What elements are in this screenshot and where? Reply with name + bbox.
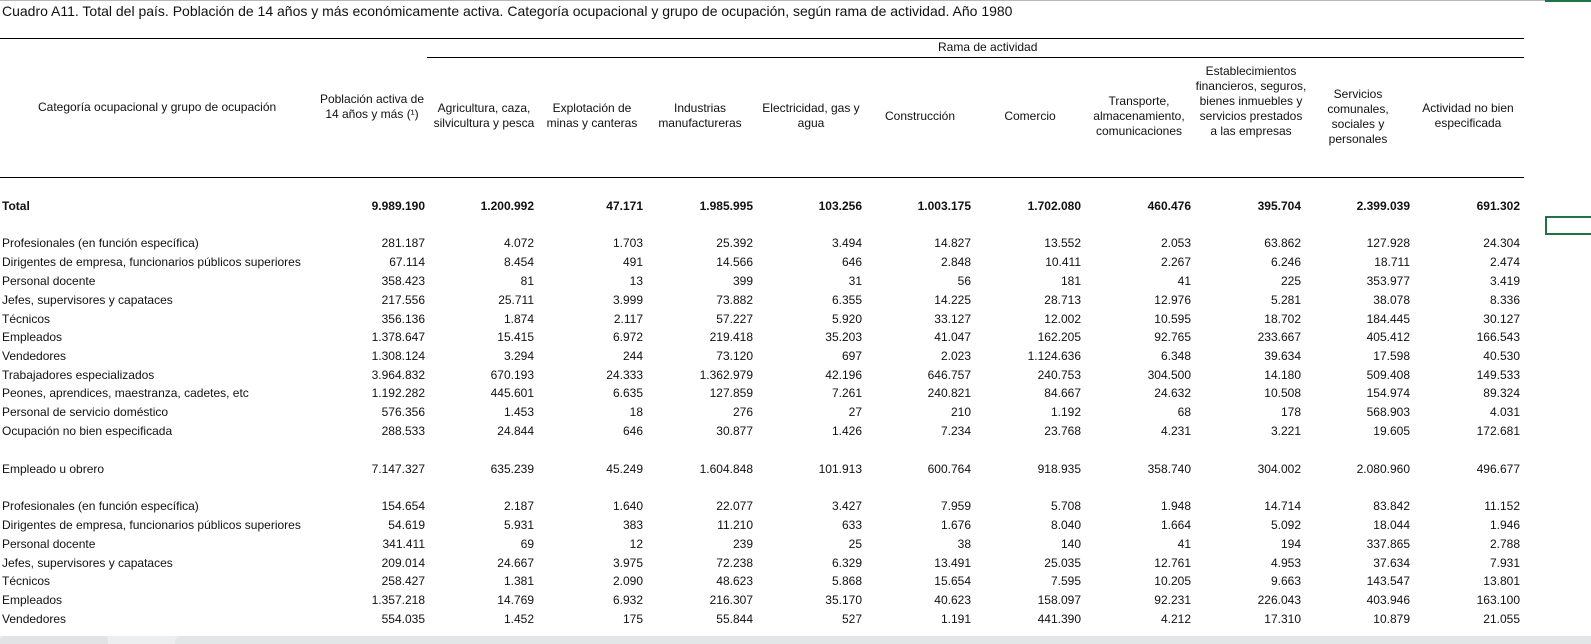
table-cell[interactable]: 7.234 <box>940 424 971 438</box>
table-cell[interactable]: 576.356 <box>381 405 425 419</box>
table-cell[interactable]: 47.171 <box>606 199 643 213</box>
table-cell[interactable]: 18.711 <box>1374 255 1410 269</box>
table-cell[interactable]: 14.566 <box>716 255 753 269</box>
table-cell[interactable]: 1.640 <box>612 499 643 513</box>
table-cell[interactable]: 288.533 <box>381 424 425 438</box>
table-cell[interactable]: 337.865 <box>1366 537 1410 551</box>
row-label[interactable]: Personal de servicio doméstico <box>2 405 169 419</box>
table-cell[interactable]: 10.595 <box>1154 312 1191 326</box>
row-label[interactable]: Profesionales (en función específica) <box>2 236 199 250</box>
table-cell[interactable]: 35.170 <box>825 593 862 607</box>
table-cell[interactable]: 31 <box>848 274 862 288</box>
table-cell[interactable]: 2.788 <box>1489 537 1520 551</box>
header-row-label: Categoría ocupacional y grupo de ocupación <box>38 100 277 114</box>
table-cell[interactable]: 12.976 <box>1154 293 1191 307</box>
table-cell[interactable]: 3.964.832 <box>371 368 425 382</box>
table-cell[interactable]: 38.078 <box>1373 293 1410 307</box>
table-cell[interactable]: 39.634 <box>1264 349 1301 363</box>
table-cell[interactable]: 2.848 <box>940 255 971 269</box>
sheet-tabs-area[interactable] <box>0 636 108 644</box>
table-cell[interactable]: 25 <box>848 537 862 551</box>
table-cell[interactable]: 5.281 <box>1270 293 1301 307</box>
table-cell[interactable]: 18.702 <box>1264 312 1301 326</box>
selection-indicator <box>1545 0 1591 2</box>
table-cell[interactable]: 67.114 <box>389 255 425 269</box>
table-cell[interactable]: 2.080.960 <box>1356 462 1410 476</box>
table-cell[interactable]: 509.408 <box>1366 368 1410 382</box>
row-label[interactable]: Vendedores <box>2 612 67 626</box>
table-cell[interactable]: 341.411 <box>382 537 425 551</box>
table-cell[interactable]: 491 <box>622 255 643 269</box>
table-cell[interactable]: 42.196 <box>825 368 862 382</box>
table-cell[interactable]: 7.261 <box>831 386 862 400</box>
table-cell[interactable]: 217.556 <box>381 293 425 307</box>
table-cell[interactable]: 154.974 <box>1366 386 1410 400</box>
table-cell[interactable]: 149.533 <box>1476 368 1520 382</box>
row-label[interactable]: Técnicos <box>2 574 51 588</box>
table-cell[interactable]: 9.989.190 <box>371 199 425 213</box>
table-cell[interactable]: 240.821 <box>927 386 971 400</box>
table-cell[interactable]: 3.427 <box>831 499 862 513</box>
row-label[interactable]: Total <box>2 199 30 213</box>
table-cell[interactable]: 37.634 <box>1373 556 1410 570</box>
row-label[interactable]: Ocupación no bien especificada <box>2 424 173 438</box>
table-cell[interactable]: 57.227 <box>716 312 753 326</box>
table-cell[interactable]: 3.419 <box>1489 274 1520 288</box>
table-cell[interactable]: 1.985.995 <box>699 199 753 213</box>
table-cell[interactable]: 10.879 <box>1373 612 1410 626</box>
table-cell[interactable]: 89.324 <box>1483 386 1520 400</box>
table-cell[interactable]: 23.768 <box>1044 424 1081 438</box>
table-cell[interactable]: 383 <box>622 518 643 532</box>
table-cell[interactable]: 5.868 <box>831 574 862 588</box>
table-cell[interactable]: 358.423 <box>381 274 425 288</box>
row-label[interactable]: Jefes, supervisores y capataces <box>2 556 173 570</box>
table-cell[interactable]: 216.307 <box>709 593 753 607</box>
table-cell[interactable]: 1.362.979 <box>699 368 753 382</box>
table-row <box>0 556 1545 575</box>
column-header-7: Transporte, almacenamiento, comunicaciones <box>1093 94 1185 138</box>
table-cell[interactable]: 7.147.327 <box>371 462 425 476</box>
table-cell[interactable]: 2.023 <box>940 349 971 363</box>
table-cell[interactable]: 15.415 <box>497 330 534 344</box>
table-cell[interactable]: 12.761 <box>1154 556 1191 570</box>
table-cell[interactable]: 30.877 <box>716 424 753 438</box>
table-cell[interactable]: 14.180 <box>1264 368 1301 382</box>
table-cell[interactable]: 244 <box>622 349 643 363</box>
table-row <box>0 312 1545 331</box>
table-title: Cuadro A11. Total del país. Población de 14 años y más económicamente activa. Categoría ocupacional y grupo de ocupación, según rama de actividad. Año 1980 <box>2 3 1013 19</box>
table-cell[interactable]: 22.077 <box>716 499 753 513</box>
table-row <box>0 330 1545 349</box>
table-cell[interactable]: 5.708 <box>1050 499 1081 513</box>
table-cell[interactable]: 7.931 <box>1489 556 1520 570</box>
column-header-4: Electricidad, gas y agua <box>762 101 860 130</box>
column-header-1: Agricultura, caza, silvicultura y pesca <box>433 101 535 130</box>
table-cell[interactable]: 5.931 <box>503 518 534 532</box>
table-cell[interactable]: 1.948 <box>1160 499 1191 513</box>
table-cell[interactable]: 172.681 <box>1476 424 1520 438</box>
table-cell[interactable]: 4.231 <box>1160 424 1191 438</box>
table-cell[interactable]: 10.508 <box>1264 386 1301 400</box>
table-cell[interactable]: 445.601 <box>490 386 534 400</box>
row-label[interactable]: Trabajadores especializados <box>2 368 155 382</box>
table-cell[interactable]: 19.605 <box>1373 424 1410 438</box>
table-cell[interactable]: 9.663 <box>1270 574 1301 588</box>
table-cell[interactable]: 399 <box>732 274 753 288</box>
table-cell[interactable]: 1.664 <box>1160 518 1191 532</box>
table-cell[interactable]: 73.882 <box>716 293 753 307</box>
table-cell[interactable]: 11.210 <box>717 518 753 532</box>
table-cell[interactable]: 1.604.848 <box>699 462 753 476</box>
table-cell[interactable]: 35.203 <box>825 330 862 344</box>
table-cell[interactable]: 646 <box>841 255 862 269</box>
row-label[interactable]: Empleados <box>2 330 63 344</box>
table-cell[interactable]: 2.267 <box>1160 255 1191 269</box>
row-label[interactable]: Personal docente <box>2 274 96 288</box>
table-cell[interactable]: 670.193 <box>490 368 534 382</box>
table-cell[interactable]: 158.097 <box>1037 593 1081 607</box>
table-cell[interactable]: 166.543 <box>1476 330 1520 344</box>
table-cell[interactable]: 6.246 <box>1270 255 1301 269</box>
table-cell[interactable]: 30.127 <box>1483 312 1520 326</box>
table-cell[interactable]: 14.769 <box>497 593 534 607</box>
table-cell[interactable]: 54.619 <box>388 518 425 532</box>
table-cell[interactable]: 84.667 <box>1044 386 1081 400</box>
table-cell[interactable]: 304.500 <box>1147 368 1191 382</box>
column-header-6: Comercio <box>1004 109 1056 123</box>
table-cell[interactable]: 24.333 <box>606 368 643 382</box>
table-cell[interactable]: 239 <box>732 537 753 551</box>
table-cell[interactable]: 56 <box>957 274 971 288</box>
table-cell[interactable]: 25.035 <box>1044 556 1081 570</box>
table-cell[interactable]: 103.256 <box>818 199 862 213</box>
table-cell[interactable]: 697 <box>841 349 862 363</box>
row-label[interactable]: Técnicos <box>2 312 51 326</box>
table-cell[interactable]: 45.249 <box>606 462 643 476</box>
table-cell[interactable]: 258.427 <box>381 574 425 588</box>
table-cell[interactable]: 13 <box>629 274 643 288</box>
table-cell[interactable]: 240.753 <box>1037 368 1081 382</box>
table-cell[interactable]: 5.920 <box>831 312 862 326</box>
table-cell[interactable]: 38 <box>957 537 971 551</box>
table-cell[interactable]: 225 <box>1280 274 1301 288</box>
column-header-3: Industrias manufactureras <box>658 101 742 130</box>
table-cell[interactable]: 304.002 <box>1257 462 1301 476</box>
table-cell[interactable]: 1.946 <box>1489 518 1520 532</box>
table-cell[interactable]: 441.390 <box>1037 612 1081 626</box>
table-cell[interactable]: 15.654 <box>934 574 971 588</box>
table-cell[interactable]: 17.598 <box>1373 349 1410 363</box>
table-cell[interactable]: 460.476 <box>1147 199 1191 213</box>
column-header-5: Construcción <box>884 109 956 123</box>
table-row <box>0 537 1545 556</box>
table-cell[interactable]: 28.713 <box>1044 293 1081 307</box>
table-cell[interactable]: 8.336 <box>1489 293 1520 307</box>
table-cell[interactable]: 3.494 <box>831 236 862 250</box>
table-cell[interactable]: 41 <box>1177 274 1191 288</box>
table-cell[interactable]: 181 <box>1060 274 1081 288</box>
table-cell[interactable]: 691.302 <box>1476 199 1520 213</box>
table-cell[interactable]: 1.378.647 <box>371 330 425 344</box>
table-cell[interactable]: 3.294 <box>503 349 534 363</box>
table-cell[interactable]: 41 <box>1177 537 1191 551</box>
table-cell[interactable]: 40.623 <box>934 593 971 607</box>
table-cell[interactable]: 1.192.282 <box>371 386 425 400</box>
table-cell[interactable]: 178 <box>1280 405 1301 419</box>
table-cell[interactable]: 4.072 <box>503 236 534 250</box>
table-cell[interactable]: 10.411 <box>1045 255 1081 269</box>
table-row <box>0 386 1545 405</box>
table-cell[interactable]: 358.740 <box>1147 462 1191 476</box>
table-cell[interactable]: 1.308.124 <box>371 349 425 363</box>
row-label[interactable]: Jefes, supervisores y capataces <box>2 293 173 307</box>
table-cell[interactable]: 2.399.039 <box>1356 199 1410 213</box>
table-cell[interactable]: 554.035 <box>381 612 425 626</box>
table-cell[interactable]: 72.238 <box>716 556 753 570</box>
table-cell[interactable]: 3.221 <box>1270 424 1301 438</box>
table-cell[interactable]: 13.552 <box>1044 236 1081 250</box>
table-cell[interactable]: 8.454 <box>503 255 534 269</box>
table-cell[interactable]: 1.124.636 <box>1027 349 1081 363</box>
table-cell[interactable]: 5.092 <box>1270 518 1301 532</box>
horizontal-scroll-thumb[interactable] <box>175 636 1591 644</box>
column-header-2: Explotación de minas y canteras <box>546 101 638 130</box>
table-cell[interactable]: 127.859 <box>709 386 753 400</box>
table-cell[interactable]: 527 <box>841 612 862 626</box>
row-label[interactable]: Empleado u obrero <box>2 462 105 476</box>
table-cell[interactable]: 21.055 <box>1483 612 1520 626</box>
table-cell[interactable]: 6.972 <box>612 330 643 344</box>
row-label[interactable]: Dirigentes de empresa, funcionarios públicos superiores <box>2 518 301 532</box>
table-cell[interactable]: 17.310 <box>1264 612 1301 626</box>
table-cell[interactable]: 63.862 <box>1264 236 1301 250</box>
table-row <box>0 368 1545 387</box>
table-cell[interactable]: 2.474 <box>1489 255 1520 269</box>
table-cell[interactable]: 7.959 <box>940 499 971 513</box>
table-cell[interactable]: 281.187 <box>381 236 425 250</box>
table-cell[interactable]: 1.003.175 <box>917 199 971 213</box>
table-cell[interactable]: 6.635 <box>612 386 643 400</box>
table-cell[interactable]: 73.120 <box>716 349 753 363</box>
selected-cell[interactable] <box>1545 216 1591 235</box>
table-cell[interactable]: 25.711 <box>498 293 534 307</box>
table-cell[interactable]: 143.547 <box>1366 574 1410 588</box>
table-cell[interactable]: 6.348 <box>1160 349 1191 363</box>
table-cell[interactable]: 405.412 <box>1366 330 1410 344</box>
table-cell[interactable]: 2.053 <box>1160 236 1191 250</box>
table-cell[interactable]: 918.935 <box>1037 462 1081 476</box>
row-label[interactable]: Profesionales (en función específica) <box>2 499 199 513</box>
table-cell[interactable]: 175 <box>622 612 643 626</box>
table-cell[interactable]: 18 <box>629 405 643 419</box>
table-row <box>0 574 1545 593</box>
header-top-rule <box>0 38 1524 39</box>
table-cell[interactable]: 2.090 <box>612 574 643 588</box>
table-cell[interactable]: 13.801 <box>1483 574 1520 588</box>
table-cell[interactable]: 646 <box>622 424 643 438</box>
table-cell[interactable]: 568.903 <box>1366 405 1410 419</box>
table-row <box>0 349 1545 368</box>
table-cell[interactable]: 395.704 <box>1257 199 1301 213</box>
table-row <box>0 199 1545 218</box>
table-cell[interactable]: 3.999 <box>612 293 643 307</box>
row-label[interactable]: Vendedores <box>2 349 67 363</box>
table-cell[interactable]: 496.677 <box>1476 462 1520 476</box>
table-row <box>0 274 1545 293</box>
table-row <box>0 255 1545 274</box>
column-header-0: Población activa de 14 años y más (¹) <box>319 92 425 121</box>
table-cell[interactable]: 55.844 <box>716 612 753 626</box>
table-cell[interactable]: 40.530 <box>1483 349 1520 363</box>
table-cell[interactable]: 4.031 <box>1489 405 1520 419</box>
table-cell[interactable]: 4.953 <box>1270 556 1301 570</box>
table-cell[interactable]: 12 <box>629 537 643 551</box>
table-cell[interactable]: 1.357.218 <box>371 593 425 607</box>
table-row <box>0 593 1545 612</box>
header-bottom-rule <box>0 177 1524 178</box>
table-cell[interactable]: 2.187 <box>503 499 534 513</box>
table-row <box>0 612 1545 631</box>
table-cell[interactable]: 8.040 <box>1050 518 1081 532</box>
table-cell[interactable]: 1.676 <box>940 518 971 532</box>
table-cell[interactable]: 1.192 <box>1050 405 1081 419</box>
table-cell[interactable]: 1.426 <box>831 424 862 438</box>
row-label[interactable]: Personal docente <box>2 537 96 551</box>
table-cell[interactable]: 353.977 <box>1366 274 1410 288</box>
table-cell[interactable]: 210 <box>950 405 971 419</box>
column-header-10: Actividad no bien especificada <box>1422 101 1514 130</box>
table-cell[interactable]: 69 <box>520 537 534 551</box>
table-cell[interactable]: 68 <box>1177 405 1191 419</box>
table-cell[interactable]: 194 <box>1280 537 1301 551</box>
table-cell[interactable]: 2.117 <box>613 312 643 326</box>
table-cell[interactable]: 127.928 <box>1366 236 1410 250</box>
table-cell[interactable]: 24.667 <box>497 556 534 570</box>
table-cell[interactable]: 635.239 <box>490 462 534 476</box>
table-cell[interactable]: 83.842 <box>1373 499 1410 513</box>
table-cell[interactable]: 48.623 <box>716 574 753 588</box>
table-cell[interactable]: 101.913 <box>818 462 862 476</box>
table-cell[interactable]: 3.975 <box>612 556 643 570</box>
table-cell[interactable]: 27 <box>848 405 862 419</box>
group-header-rama: Rama de actividad <box>938 40 1038 54</box>
table-cell[interactable]: 14.714 <box>1264 499 1301 513</box>
table-cell[interactable]: 81 <box>520 274 534 288</box>
table-cell[interactable]: 184.445 <box>1366 312 1410 326</box>
table-cell[interactable]: 13.491 <box>934 556 971 570</box>
table-cell[interactable]: 6.932 <box>612 593 643 607</box>
table-cell[interactable]: 162.205 <box>1037 330 1081 344</box>
table-cell[interactable]: 7.595 <box>1050 574 1081 588</box>
table-cell[interactable]: 1.452 <box>503 612 534 626</box>
table-cell[interactable]: 92.231 <box>1154 593 1191 607</box>
table-cell[interactable]: 24.632 <box>1154 386 1191 400</box>
table-row <box>0 236 1545 255</box>
table-cell[interactable]: 226.043 <box>1257 593 1301 607</box>
table-cell[interactable]: 600.764 <box>927 462 971 476</box>
column-header-8: Establecimientos financieros, seguros, bienes inmuebles y servicios prestados a las empresas <box>1195 64 1307 138</box>
row-label[interactable]: Empleados <box>2 593 63 607</box>
table-cell[interactable]: 25.392 <box>716 236 753 250</box>
table-cell[interactable]: 219.418 <box>709 330 753 344</box>
table-cell[interactable]: 4.212 <box>1160 612 1191 626</box>
table-cell[interactable]: 11.152 <box>1484 499 1520 513</box>
table-cell[interactable]: 233.667 <box>1257 330 1301 344</box>
table-cell[interactable]: 10.205 <box>1154 574 1191 588</box>
table-cell[interactable]: 1.381 <box>503 574 534 588</box>
table-cell[interactable]: 163.100 <box>1476 593 1520 607</box>
table-cell[interactable]: 356.136 <box>381 312 425 326</box>
table-cell[interactable]: 209.014 <box>381 556 425 570</box>
table-cell[interactable]: 18.044 <box>1373 518 1410 532</box>
table-cell[interactable]: 154.654 <box>381 499 425 513</box>
table-cell[interactable]: 6.329 <box>831 556 862 570</box>
table-cell[interactable]: 1.453 <box>503 405 534 419</box>
table-row <box>0 462 1545 481</box>
row-label[interactable]: Dirigentes de empresa, funcionarios públicos superiores <box>2 255 301 269</box>
table-row <box>0 293 1545 312</box>
table-row <box>0 424 1545 443</box>
table-cell[interactable]: 14.225 <box>934 293 971 307</box>
table-cell[interactable]: 1.703 <box>612 236 643 250</box>
table-cell[interactable]: 41.047 <box>934 330 971 344</box>
table-cell[interactable]: 6.355 <box>831 293 862 307</box>
table-cell[interactable]: 92.765 <box>1154 330 1191 344</box>
table-cell[interactable]: 1.702.080 <box>1027 199 1081 213</box>
table-cell[interactable]: 12.002 <box>1044 312 1081 326</box>
table-row <box>0 499 1545 518</box>
group-header-rule <box>427 57 1524 58</box>
table-row <box>0 518 1545 537</box>
table-cell[interactable]: 1.200.992 <box>480 199 534 213</box>
table-row <box>0 405 1545 424</box>
sheet-top-border <box>0 0 1545 1</box>
table-cell[interactable]: 403.946 <box>1366 593 1410 607</box>
table-cell[interactable]: 633 <box>841 518 862 532</box>
table-cell[interactable]: 646.757 <box>927 368 971 382</box>
row-label[interactable]: Peones, aprendices, maestranza, cadetes, etc <box>2 386 249 400</box>
table-cell[interactable]: 14.827 <box>934 236 971 250</box>
table-cell[interactable]: 276 <box>732 405 753 419</box>
table-cell[interactable]: 33.127 <box>934 312 971 326</box>
table-cell[interactable]: 1.191 <box>940 612 971 626</box>
table-cell[interactable]: 140 <box>1060 537 1081 551</box>
table-cell[interactable]: 1.874 <box>503 312 534 326</box>
table-cell[interactable]: 24.304 <box>1483 236 1520 250</box>
column-header-9: Servicios comunales, sociales y personales <box>1327 87 1389 146</box>
table-cell[interactable]: 24.844 <box>497 424 534 438</box>
